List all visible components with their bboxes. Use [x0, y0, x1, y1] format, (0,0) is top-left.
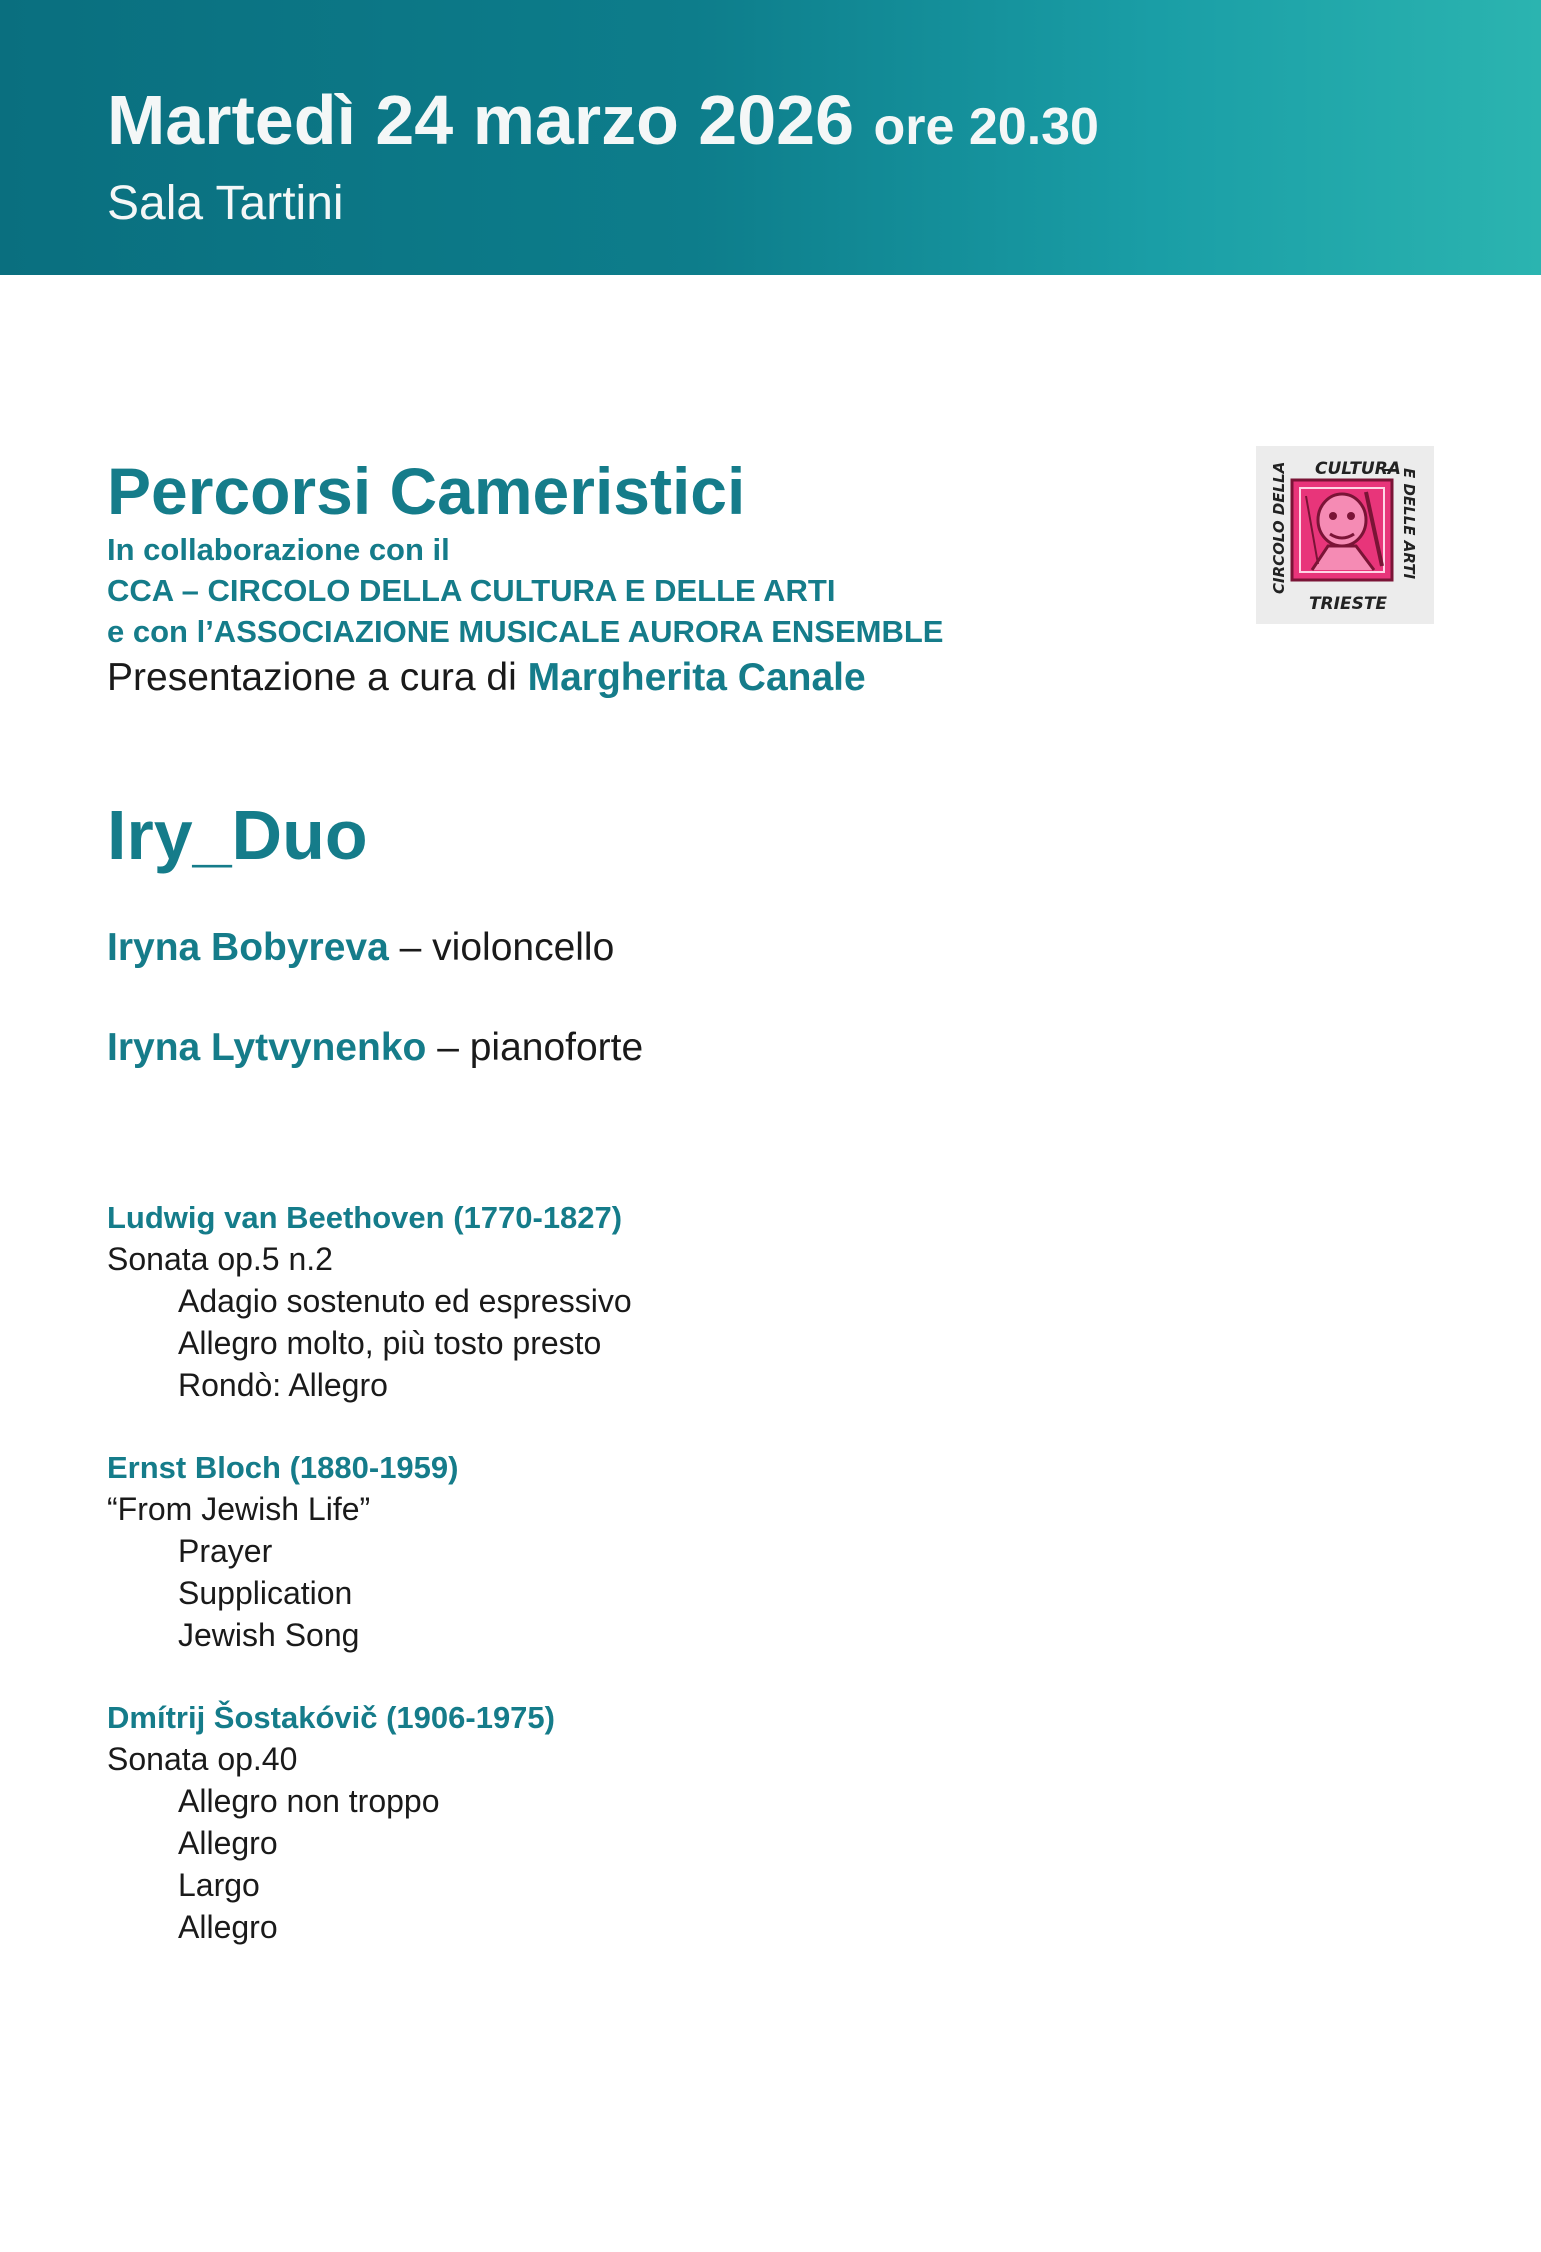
- movement: Largo: [178, 1867, 260, 1903]
- performer-name: Iryna Bobyreva: [107, 926, 389, 969]
- performer-role: – pianoforte: [437, 1026, 644, 1069]
- movement: Allegro non troppo: [178, 1783, 440, 1819]
- presentation-line: [107, 658, 866, 697]
- movement: Rondò: Allegro: [178, 1367, 388, 1403]
- logo-top-text: CULTURA: [1315, 459, 1401, 479]
- collab-line-3: e con l’ASSOCIAZIONE MUSICALE AURORA ENSEMBLE: [107, 614, 944, 649]
- performer-name: Iryna Lytvynenko: [107, 1026, 427, 1069]
- presenter-name: Margherita Canale: [527, 656, 866, 699]
- event-date-text: Martedì 24 marzo 2026: [107, 81, 855, 159]
- event-time: ore 20.30: [873, 98, 1099, 156]
- movement: Allegro: [178, 1825, 278, 1861]
- performer-2: [107, 1028, 643, 1067]
- movement: Allegro molto, più tosto presto: [178, 1325, 602, 1361]
- movement: Adagio sostenuto ed espressivo: [178, 1283, 632, 1319]
- composer-shostakovich: Dmítrij Šostakóvič (1906-1975): [107, 1700, 555, 1735]
- cca-logo: [1256, 446, 1434, 624]
- event-venue: Sala Tartini: [107, 177, 344, 230]
- performer-1: [107, 928, 614, 967]
- logo-bottom-text: TRIESTE: [1308, 594, 1388, 614]
- movement: Allegro: [178, 1909, 278, 1945]
- logo-right-text: E DELLE ARTI: [1400, 468, 1418, 580]
- composer-beethoven: Ludwig van Beethoven (1770-1827): [107, 1200, 623, 1235]
- work-bloch: “From Jewish Life”: [107, 1491, 371, 1527]
- work-shostakovich: Sonata op.40: [107, 1741, 298, 1777]
- movement: Supplication: [178, 1575, 353, 1611]
- movement: Jewish Song: [178, 1617, 360, 1653]
- header-banner: [0, 0, 1541, 275]
- logo-left-text: CIRCOLO DELLA: [1270, 461, 1288, 594]
- performer-role: – violoncello: [399, 926, 615, 969]
- work-beethoven: Sonata op.5 n.2: [107, 1241, 333, 1277]
- event-date: [107, 81, 1099, 159]
- cca-logo-graphic: [1256, 446, 1434, 624]
- composer-bloch: Ernst Bloch (1880-1959): [107, 1450, 459, 1485]
- ensemble-name: Iry_Duo: [107, 796, 368, 874]
- movement: Prayer: [178, 1533, 273, 1569]
- collab-line-1: In collaborazione con il: [107, 532, 450, 567]
- series-title: Percorsi Cameristici: [107, 454, 746, 528]
- collab-line-2: CCA – CIRCOLO DELLA CULTURA E DELLE ARTI: [107, 573, 836, 608]
- presentation-prefix: Presentazione a cura di: [107, 656, 517, 699]
